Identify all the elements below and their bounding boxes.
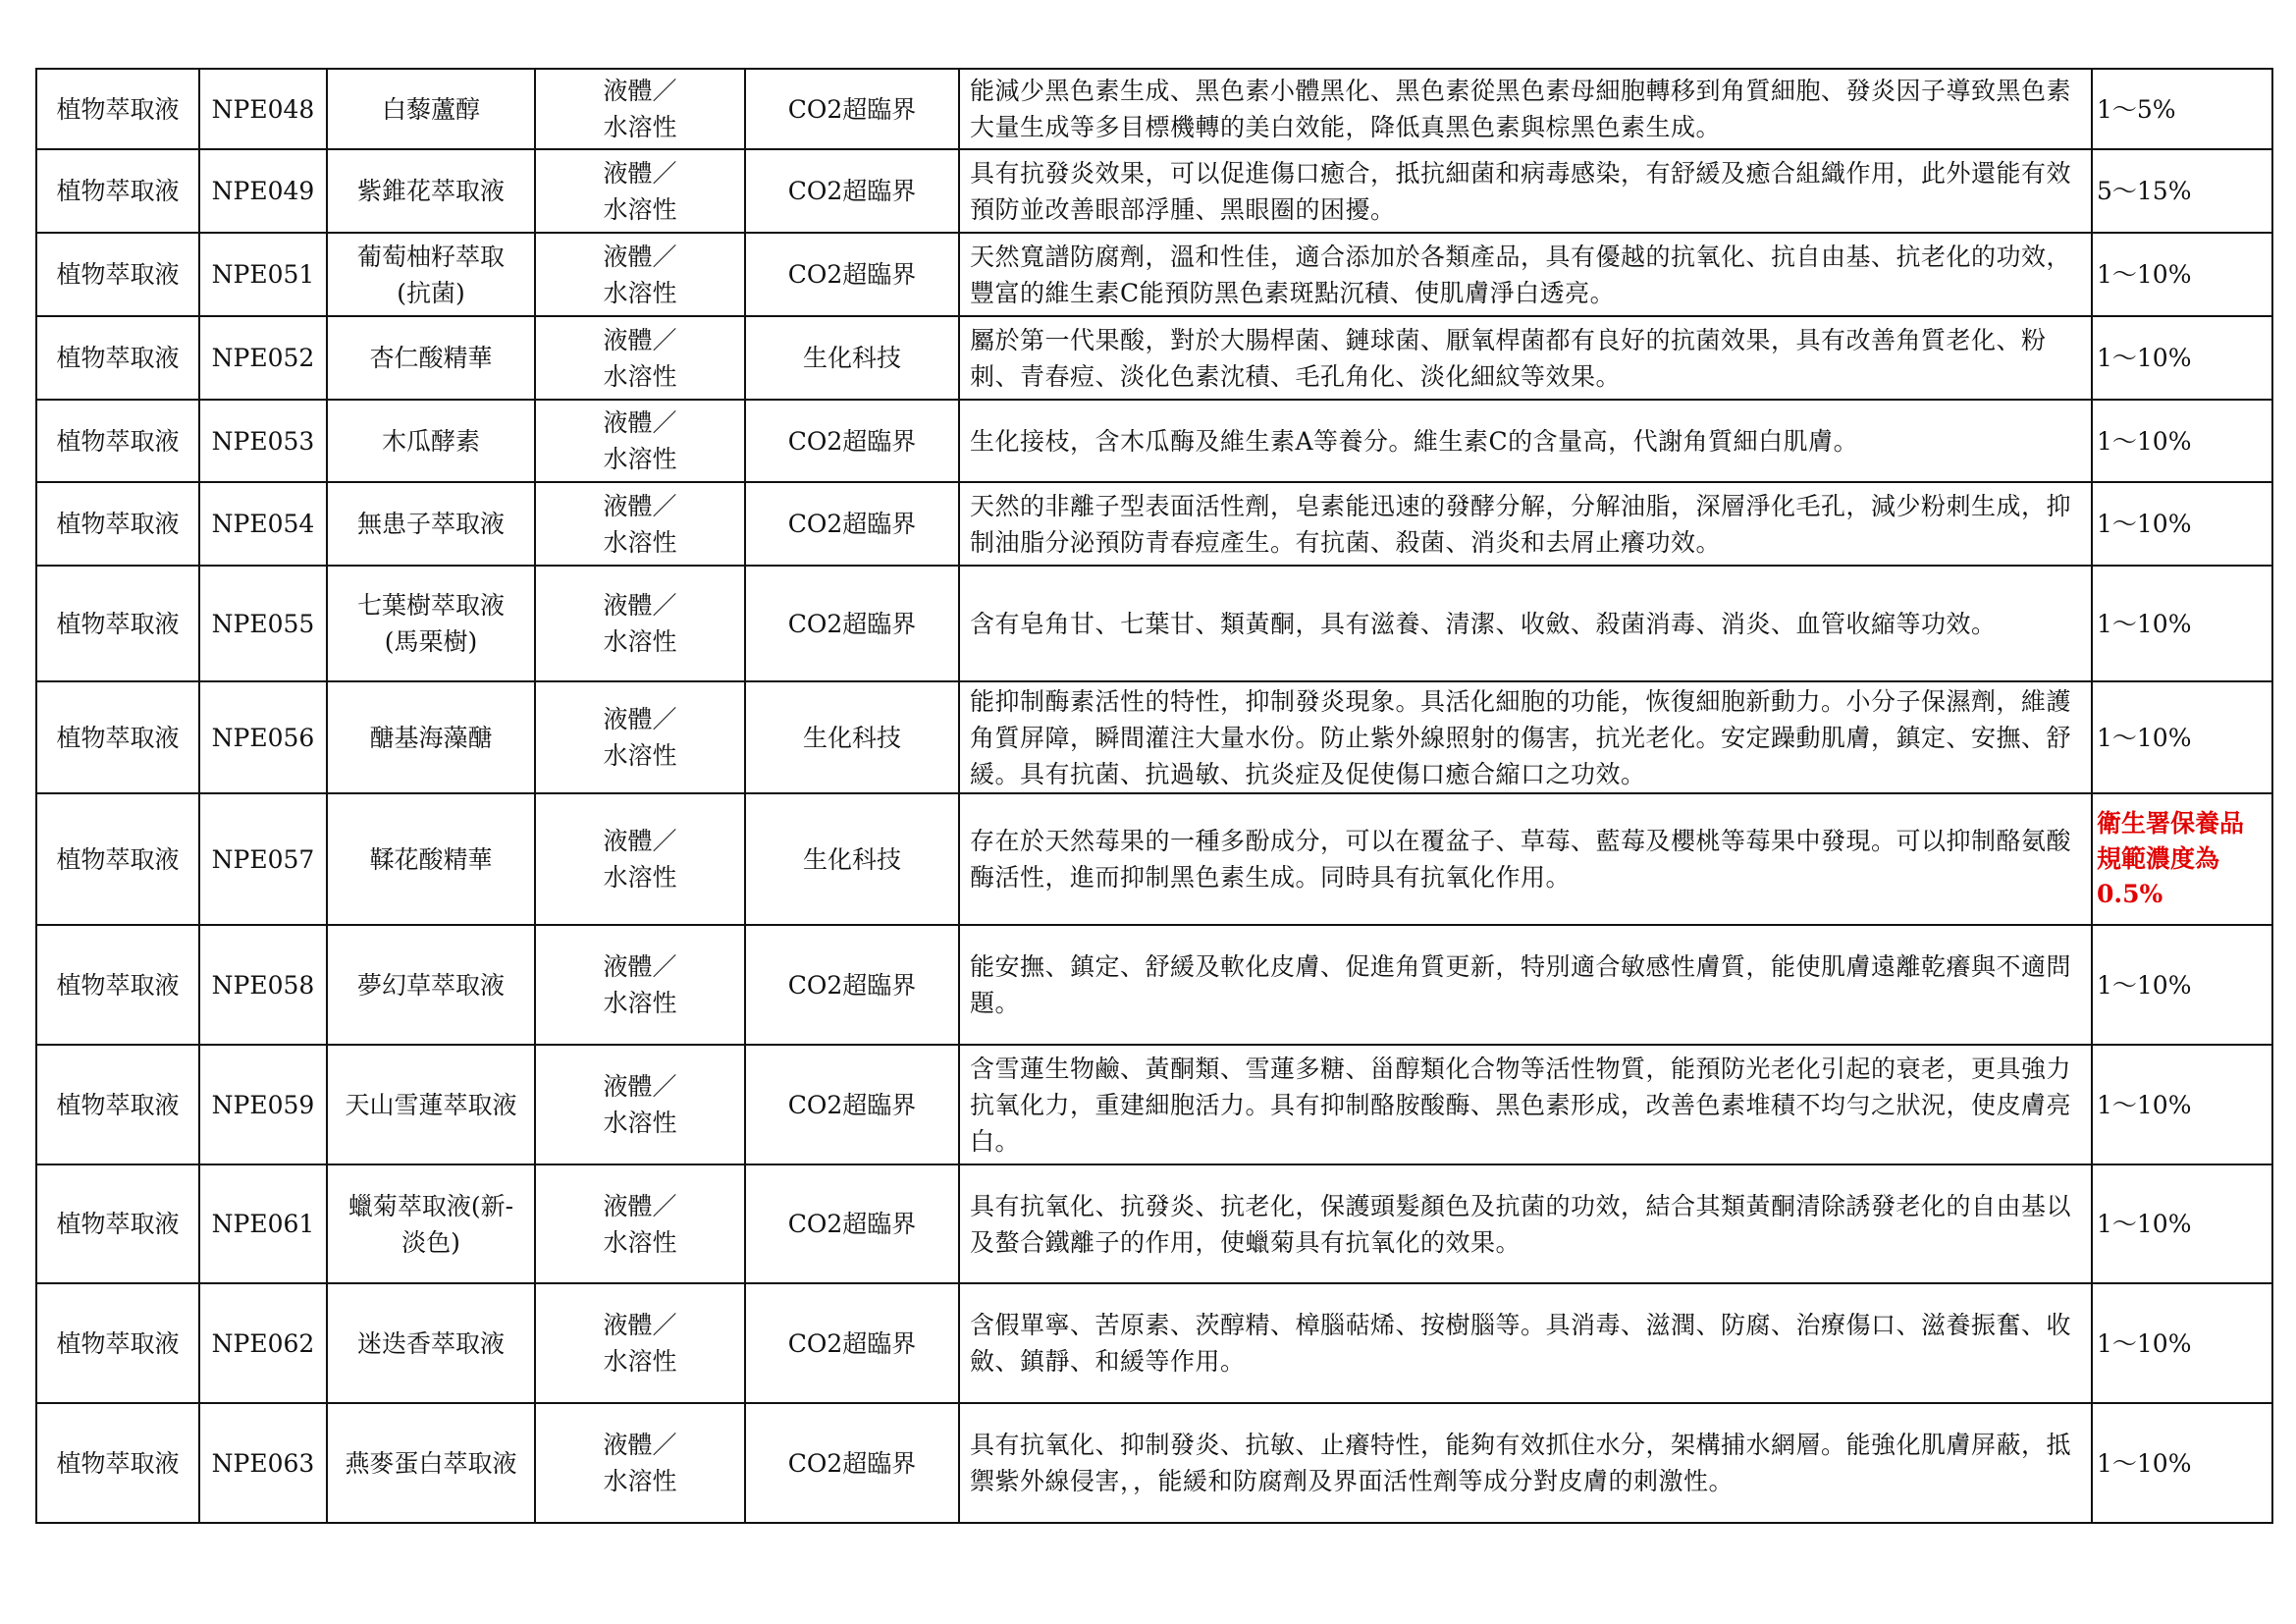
form-text: 液體／ 水溶性 (603, 158, 677, 224)
concentration-cell (2092, 793, 2272, 925)
ingredient-name-cell (327, 1403, 535, 1523)
description-cell (959, 69, 2092, 149)
form-cell (535, 925, 745, 1045)
form-text: 液體／ 水溶性 (603, 591, 677, 656)
form-cell (535, 149, 745, 233)
concentration-cell (2092, 566, 2272, 681)
form-cell (535, 793, 745, 925)
form-text: 液體／ 水溶性 (603, 242, 677, 307)
category-cell (36, 482, 199, 566)
ingredient-name-cell (327, 233, 535, 316)
concentration-text: 1～10% (2097, 1448, 2192, 1478)
product-code-cell (199, 316, 327, 400)
table-row (36, 149, 2272, 233)
process-cell (745, 149, 959, 233)
process-text: CO2超臨界 (787, 177, 917, 205)
process-cell (745, 316, 959, 400)
table-row (36, 925, 2272, 1045)
table-row (36, 681, 2272, 793)
product-code-cell (199, 1283, 327, 1403)
ingredient-name-text: 白藜蘆醇 (381, 94, 480, 124)
category-text: 植物萃取液 (56, 1328, 180, 1358)
ingredient-name-cell (327, 1283, 535, 1403)
category-cell (36, 149, 199, 233)
ingredient-table (35, 68, 2273, 1524)
concentration-cell (2092, 482, 2272, 566)
description-cell (959, 1045, 2092, 1164)
form-text: 液體／ 水溶性 (603, 408, 677, 473)
ingredient-name-cell (327, 925, 535, 1045)
ingredient-name-cell (327, 482, 535, 566)
form-text: 液體／ 水溶性 (603, 705, 677, 770)
category-cell (36, 1403, 199, 1523)
concentration-cell (2092, 149, 2272, 233)
concentration-text: 1～5% (2097, 94, 2176, 124)
concentration-text: 1～10% (2097, 426, 2192, 456)
product-code-cell (199, 566, 327, 681)
description-cell (959, 925, 2092, 1045)
description-text: 具有抗發炎效果，可以促進傷口癒合，抵抗細菌和病毒感染，有舒緩及癒合組織作用，此外還能有效預防並改善眼部浮腫、黑眼圈的困擾。 (970, 158, 2072, 224)
form-cell (535, 482, 745, 566)
process-cell (745, 1045, 959, 1164)
product-code-text: NPE053 (211, 426, 315, 456)
concentration-text: 1～10% (2097, 260, 2192, 289)
concentration-cell (2092, 1164, 2272, 1283)
description-text: 能抑制酶素活性的特性，抑制發炎現象。具活化細胞的功能，恢復細胞新動力。小分子保濕劑，維護角質屏障，瞬間灌注大量水份。防止紫外線照射的傷害，抗光老化。安定躁動肌膚，鎮定、安撫、舒緩。具有抗菌、抗過敏、抗炎症及促使傷口癒合縮口之功效。 (970, 686, 2072, 788)
product-code-cell (199, 149, 327, 233)
category-text: 植物萃取液 (56, 1210, 180, 1238)
product-code-text: NPE055 (211, 609, 315, 638)
description-text: 天然的非離子型表面活性劑，皂素能迅速的發酵分解，分解油脂，深層淨化毛孔，減少粉刺生成，抑制油脂分泌預防青春痘產生。有抗菌、殺菌、消炎和去屑止癢功效。 (970, 491, 2072, 557)
ingredient-name-text: 無患子萃取液 (356, 510, 505, 538)
ingredient-name-text: 鞣花酸精華 (369, 844, 493, 874)
ingredient-name-cell (327, 566, 535, 681)
concentration-text: 1～10% (2097, 609, 2192, 638)
category-text: 植物萃取液 (56, 426, 180, 456)
product-code-text: NPE059 (211, 1090, 315, 1119)
product-code-cell (199, 925, 327, 1045)
concentration-cell (2092, 1283, 2272, 1403)
form-text: 液體／ 水溶性 (603, 325, 677, 391)
category-text: 植物萃取液 (56, 1448, 180, 1478)
concentration-cell (2092, 400, 2272, 482)
process-text: CO2超臨界 (787, 609, 917, 638)
product-code-text: NPE054 (211, 510, 315, 538)
category-cell (36, 793, 199, 925)
ingredient-table-wrapper (35, 68, 2271, 1524)
concentration-text: 1～10% (2097, 723, 2192, 752)
concentration-text: 1～10% (2097, 1090, 2192, 1119)
product-code-cell (199, 1403, 327, 1523)
category-text: 植物萃取液 (56, 609, 180, 638)
ingredient-name-text: 蠟菊萃取液(新- 淡色) (347, 1191, 514, 1257)
process-text: CO2超臨界 (787, 94, 917, 124)
description-cell (959, 1164, 2092, 1283)
product-code-cell (199, 400, 327, 482)
form-cell (535, 1164, 745, 1283)
category-cell (36, 566, 199, 681)
description-text: 含雪蓮生物鹼、黃酮類、雪蓮多糖、甾醇類化合物等活性物質，能預防光老化引起的衰老，更具強力抗氧化力，重建細胞活力。具有抑制酪胺酸酶、黑色素形成，改善色素堆積不均勻之狀況，使皮膚亮白。 (970, 1054, 2072, 1156)
table-row (36, 1403, 2272, 1523)
description-text: 生化接枝，含木瓜酶及維生素A等養分。維生素C的含量高，代謝角質細白肌膚。 (970, 426, 1859, 456)
category-text: 植物萃取液 (56, 1090, 180, 1119)
concentration-cell (2092, 1045, 2272, 1164)
table-row (36, 1283, 2272, 1403)
process-cell (745, 1283, 959, 1403)
category-cell (36, 233, 199, 316)
process-text: CO2超臨界 (787, 1210, 917, 1238)
description-cell (959, 793, 2092, 925)
product-code-cell (199, 69, 327, 149)
ingredient-name-cell (327, 1045, 535, 1164)
product-code-cell (199, 1045, 327, 1164)
ingredient-name-text: 杏仁酸精華 (369, 344, 493, 372)
product-code-text: NPE051 (211, 260, 315, 289)
category-cell (36, 316, 199, 400)
process-cell (745, 925, 959, 1045)
category-text: 植物萃取液 (56, 723, 180, 752)
description-cell (959, 482, 2092, 566)
product-code-cell (199, 482, 327, 566)
ingredient-table-body (36, 69, 2272, 1523)
product-code-text: NPE052 (211, 344, 315, 372)
description-text: 具有抗氧化、抗發炎、抗老化，保護頭髮顏色及抗菌的功效，結合其類黃酮清除誘發老化的自由基以及螯合鐵離子的作用，使蠟菊具有抗氧化的效果。 (970, 1191, 2072, 1257)
concentration-text: 5～15% (2097, 177, 2192, 205)
ingredient-name-cell (327, 149, 535, 233)
description-cell (959, 400, 2092, 482)
concentration-text: 1～10% (2097, 344, 2192, 372)
description-text: 含假單寧、苦原素、茨醇精、樟腦萜烯、按樹腦等。具消毒、滋潤、防腐、治療傷口、滋養振奮、收斂、鎮靜、和緩等作用。 (970, 1311, 2072, 1376)
product-code-cell (199, 681, 327, 793)
process-cell (745, 233, 959, 316)
process-text: CO2超臨界 (787, 1328, 917, 1358)
product-code-text: NPE062 (211, 1328, 315, 1358)
description-cell (959, 149, 2092, 233)
description-cell (959, 681, 2092, 793)
category-text: 植物萃取液 (56, 510, 180, 538)
ingredient-name-text: 燕麥蛋白萃取液 (345, 1448, 517, 1478)
table-row (36, 566, 2272, 681)
process-cell (745, 1164, 959, 1283)
category-cell (36, 1164, 199, 1283)
ingredient-name-text: 紫錐花萃取液 (356, 177, 505, 205)
process-cell (745, 566, 959, 681)
concentration-text: 衛生署保養品規範濃度為0.5% (2097, 809, 2245, 908)
form-text: 液體／ 水溶性 (603, 1072, 677, 1137)
concentration-text: 1～10% (2097, 970, 2192, 1000)
category-text: 植物萃取液 (56, 260, 180, 289)
product-code-text: NPE048 (211, 94, 315, 124)
category-text: 植物萃取液 (56, 970, 180, 1000)
ingredient-name-cell (327, 1164, 535, 1283)
process-text: CO2超臨界 (787, 510, 917, 538)
category-cell (36, 69, 199, 149)
product-code-cell (199, 1164, 327, 1283)
form-cell (535, 566, 745, 681)
form-cell (535, 1403, 745, 1523)
form-text: 液體／ 水溶性 (603, 1191, 677, 1257)
ingredient-name-text: 迷迭香萃取液 (356, 1328, 505, 1358)
description-text: 能安撫、鎮定、舒緩及軟化皮膚、促進角質更新，特別適合敏感性膚質，能使肌膚遠離乾癢與不適問題。 (970, 952, 2072, 1017)
category-cell (36, 1045, 199, 1164)
description-text: 含有皂角甘、七葉甘、類黃酮，具有滋養、清潔、收斂、殺菌消毒、消炎、血管收縮等功效。 (970, 609, 1997, 638)
process-cell (745, 69, 959, 149)
table-row (36, 1045, 2272, 1164)
process-text: CO2超臨界 (787, 970, 917, 1000)
form-cell (535, 1045, 745, 1164)
ingredient-name-text: 夢幻草萃取液 (356, 970, 505, 1000)
process-text: CO2超臨界 (787, 260, 917, 289)
concentration-cell (2092, 681, 2272, 793)
table-row (36, 69, 2272, 149)
product-code-text: NPE058 (211, 970, 315, 1000)
form-text: 液體／ 水溶性 (603, 491, 677, 557)
form-text: 液體／ 水溶性 (603, 1431, 677, 1495)
process-text: 生化科技 (802, 844, 901, 874)
ingredient-name-cell (327, 793, 535, 925)
ingredient-name-text: 醣基海藻醣 (369, 723, 493, 752)
category-cell (36, 681, 199, 793)
description-cell (959, 1403, 2092, 1523)
table-row (36, 1164, 2272, 1283)
table-row (36, 482, 2272, 566)
product-code-cell (199, 233, 327, 316)
category-cell (36, 400, 199, 482)
description-cell (959, 1283, 2092, 1403)
form-cell (535, 69, 745, 149)
form-text: 液體／ 水溶性 (603, 827, 677, 892)
description-cell (959, 233, 2092, 316)
process-text: 生化科技 (802, 723, 901, 752)
ingredient-name-text: 天山雪蓮萃取液 (345, 1090, 517, 1119)
process-text: 生化科技 (802, 344, 901, 372)
description-cell (959, 566, 2092, 681)
form-cell (535, 1283, 745, 1403)
ingredient-name-text: 七葉樹萃取液 (馬栗樹) (356, 591, 505, 656)
form-cell (535, 233, 745, 316)
ingredient-name-cell (327, 316, 535, 400)
ingredient-name-cell (327, 69, 535, 149)
concentration-cell (2092, 925, 2272, 1045)
form-cell (535, 400, 745, 482)
form-text: 液體／ 水溶性 (603, 952, 677, 1017)
table-row (36, 316, 2272, 400)
category-text: 植物萃取液 (56, 344, 180, 372)
form-cell (535, 316, 745, 400)
concentration-cell (2092, 1403, 2272, 1523)
process-cell (745, 482, 959, 566)
description-text: 屬於第一代果酸，對於大腸桿菌、鏈球菌、厭氧桿菌都有良好的抗菌效果，具有改善角質老化、粉刺、青春痘、淡化色素沈積、毛孔角化、淡化細紋等效果。 (970, 325, 2047, 391)
process-text: CO2超臨界 (787, 1448, 917, 1478)
ingredient-name-cell (327, 681, 535, 793)
description-cell (959, 316, 2092, 400)
process-cell (745, 681, 959, 793)
category-cell (36, 1283, 199, 1403)
process-cell (745, 400, 959, 482)
process-text: CO2超臨界 (787, 1090, 917, 1119)
product-code-text: NPE061 (211, 1210, 315, 1238)
product-code-text: NPE057 (211, 844, 315, 874)
description-text: 能減少黑色素生成、黑色素小體黑化、黑色素從黑色素母細胞轉移到角質細胞、發炎因子導致黑色素大量生成等多目標機轉的美白效能，降低真黑色素與棕黑色素生成。 (970, 77, 2072, 141)
table-row (36, 233, 2272, 316)
description-text: 存在於天然莓果的一種多酚成分，可以在覆盆子、草莓、藍莓及櫻桃等莓果中發現。可以抑制酪氨酸酶活性，進而抑制黑色素生成。同時具有抗氧化作用。 (970, 827, 2072, 892)
concentration-cell (2092, 316, 2272, 400)
form-text: 液體／ 水溶性 (603, 77, 677, 141)
form-text: 液體／ 水溶性 (603, 1311, 677, 1376)
product-code-text: NPE049 (211, 177, 315, 205)
concentration-text: 1～10% (2097, 510, 2192, 538)
category-text: 植物萃取液 (56, 94, 180, 124)
concentration-text: 1～10% (2097, 1210, 2192, 1238)
table-row (36, 793, 2272, 925)
table-row (36, 400, 2272, 482)
category-text: 植物萃取液 (56, 177, 180, 205)
ingredient-name-text: 木瓜酵素 (381, 426, 480, 456)
process-cell (745, 793, 959, 925)
form-cell (535, 681, 745, 793)
concentration-cell (2092, 233, 2272, 316)
description-text: 天然寬譜防腐劑，溫和性佳，適合添加於各類產品，具有優越的抗氧化、抗自由基、抗老化的功效，豐富的維生素C能預防黑色素斑點沉積、使肌膚淨白透亮。 (970, 242, 2072, 307)
ingredient-name-text: 葡萄柚籽萃取 (抗菌) (356, 242, 505, 307)
product-code-text: NPE063 (211, 1448, 315, 1478)
process-cell (745, 1403, 959, 1523)
category-cell (36, 925, 199, 1045)
product-code-cell (199, 793, 327, 925)
concentration-cell (2092, 69, 2272, 149)
concentration-text: 1～10% (2097, 1328, 2192, 1358)
process-text: CO2超臨界 (787, 426, 917, 456)
description-text: 具有抗氧化、抑制發炎、抗敏、止癢特性，能夠有效抓住水分，架構捕水網層。能強化肌膚屏蔽，抵禦紫外線侵害，，能緩和防腐劑及界面活性劑等成分對皮膚的刺激性。 (970, 1431, 2072, 1495)
product-code-text: NPE056 (211, 723, 315, 752)
category-text: 植物萃取液 (56, 844, 180, 874)
ingredient-name-cell (327, 400, 535, 482)
